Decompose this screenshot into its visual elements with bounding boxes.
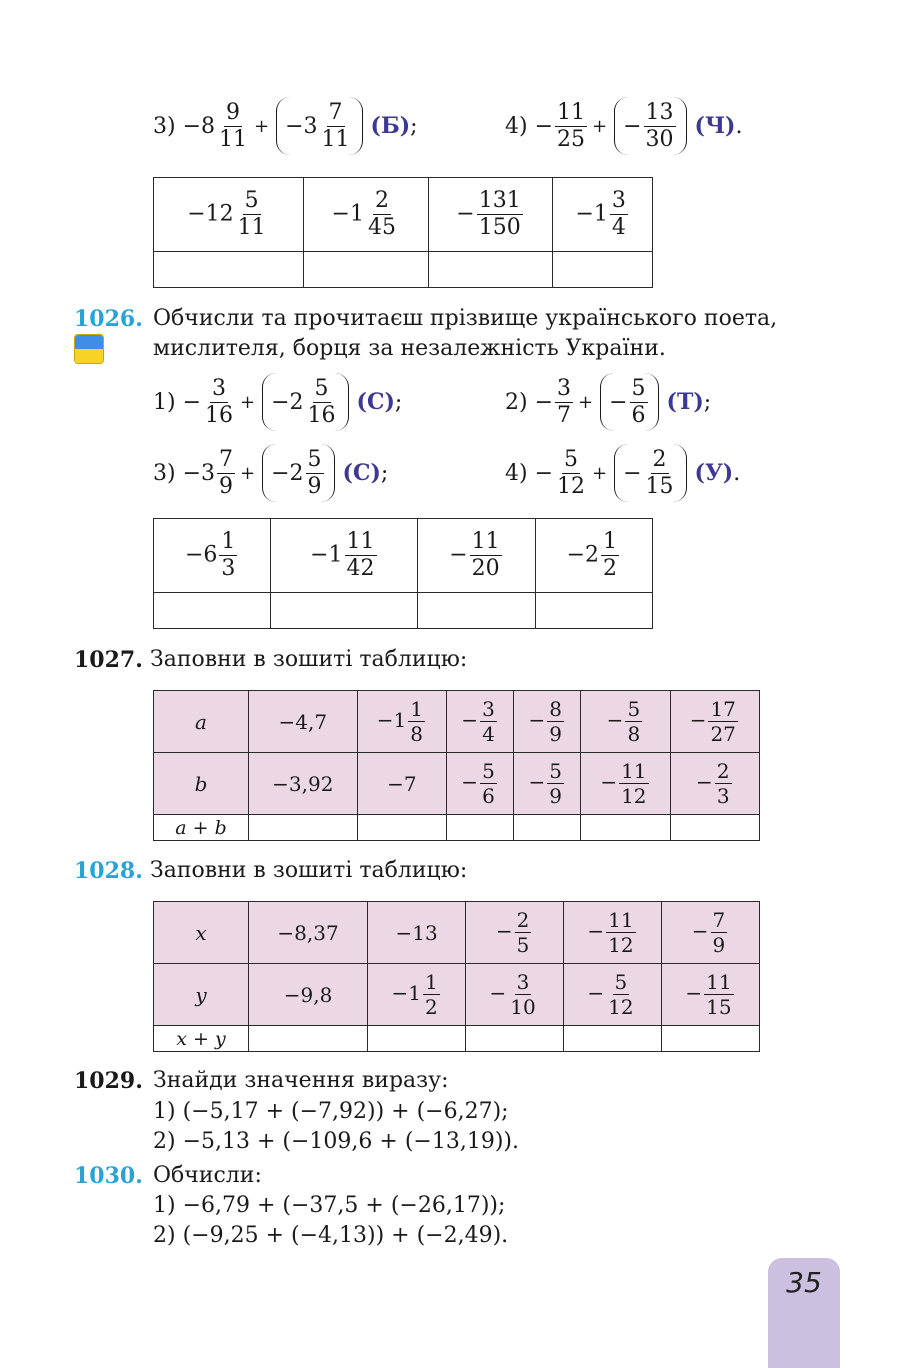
empty-cell xyxy=(154,252,304,288)
ex1029-text: Знайди значення виразу: xyxy=(153,1068,449,1093)
empty-cell xyxy=(418,593,535,629)
page-number: 35 xyxy=(786,1266,822,1299)
ex1029-number: 1029. xyxy=(74,1068,143,1094)
parenthesis-group: − $\frac{2}{15}$ xyxy=(614,444,686,502)
empty-cell xyxy=(368,1026,466,1052)
ex1026-item4: 4) − $\frac{5}{12}$ + − $\frac{2}{15}$ (У) . xyxy=(505,443,740,503)
ex1026-number: 1026. xyxy=(74,306,143,332)
empty-cell xyxy=(357,815,446,841)
ex1026-item2: 2) − $\frac{3}{7}$ + − $\frac{5}{6}$ (Т) ; xyxy=(505,372,711,432)
table-cell: − $\frac{5}{8}$ xyxy=(581,691,670,753)
table-cell: − $\frac{8}{9}$ xyxy=(514,691,581,753)
empty-cell xyxy=(466,1026,564,1052)
table-cell: −9,8 xyxy=(249,964,368,1026)
parenthesis-group: − $\frac{5}{6}$ xyxy=(600,373,658,431)
table-cell: −7 xyxy=(357,753,446,815)
ex1026-item1: 1) − $\frac{3}{16}$ + −2 $\frac{5}{16}$ (С) ; xyxy=(153,372,402,432)
answer-letter: (С) xyxy=(356,389,395,415)
answer-cell: − $\frac{131}{150}$ xyxy=(428,178,553,252)
answer-cell: −2 $\frac{1}{2}$ xyxy=(535,519,652,593)
answer-cell: −1 $\frac{3}{4}$ xyxy=(553,178,653,252)
parenthesis-group: − $\frac{13}{30}$ xyxy=(614,97,686,155)
table-cell: −1 $\frac{1}{2}$ xyxy=(368,964,466,1026)
empty-cell xyxy=(670,815,759,841)
parenthesis-group: −2 $\frac{5}{9}$ xyxy=(262,444,334,502)
table-cell: − $\frac{5}{12}$ xyxy=(564,964,662,1026)
ex1026-text-line2: мислителя, борця за незалежність України. xyxy=(153,336,666,361)
answer-letter: (Т) xyxy=(666,389,704,415)
empty-cell xyxy=(303,252,428,288)
table-cell: − $\frac{17}{27}$ xyxy=(670,691,759,753)
empty-cell xyxy=(564,1026,662,1052)
row-label-x: x xyxy=(154,902,249,964)
ex1028-table xyxy=(153,901,760,1052)
table-cell: − $\frac{3}{10}$ xyxy=(466,964,564,1026)
empty-cell xyxy=(535,593,652,629)
answer-cell: −6 $\frac{1}{3}$ xyxy=(154,519,271,593)
table-cell: − $\frac{2}{5}$ xyxy=(466,902,564,964)
ex1027-number: 1027. xyxy=(74,647,143,673)
row-label-a: a xyxy=(154,691,249,753)
parenthesis-group: −2 $\frac{5}{16}$ xyxy=(262,373,348,431)
row-label-sum: x + y xyxy=(154,1026,249,1052)
answer-cell: − $\frac{11}{20}$ xyxy=(418,519,535,593)
table-cell: −1 $\frac{1}{8}$ xyxy=(357,691,446,753)
ex1025-item4: 4) − $\frac{11}{25}$ + − $\frac{13}{30}$ (Ч) . xyxy=(505,96,742,156)
page-number-tab xyxy=(768,1258,840,1368)
empty-cell xyxy=(581,815,670,841)
row-label-sum: a + b xyxy=(154,815,249,841)
answer-letter: (Ч) xyxy=(694,113,736,139)
table-cell: − $\frac{5}{9}$ xyxy=(514,753,581,815)
table-cell: − $\frac{5}{6}$ xyxy=(446,753,513,815)
row-label-y: y xyxy=(154,964,249,1026)
answer-cell: −12 $\frac{5}{11}$ xyxy=(154,178,304,252)
row-label-b: b xyxy=(154,753,249,815)
table-cell: −13 xyxy=(368,902,466,964)
ex1030-line1: 1) −6,79 + (−37,5 + (−26,17)); xyxy=(153,1193,506,1218)
ex1028-text: Заповни в зошиті таблицю: xyxy=(150,858,468,883)
table-cell: −8,37 xyxy=(249,902,368,964)
table-cell: − $\frac{11}{15}$ xyxy=(662,964,760,1026)
empty-cell xyxy=(662,1026,760,1052)
ex1029-line1: 1) (−5,17 + (−7,92)) + (−6,27); xyxy=(153,1099,509,1124)
parenthesis-group: −3 $\frac{7}{11}$ xyxy=(276,97,362,155)
table-cell: −3,92 xyxy=(249,753,358,815)
ex1030-line2: 2) (−9,25 + (−4,13)) + (−2,49). xyxy=(153,1223,509,1248)
ex1028-number: 1028. xyxy=(74,858,143,884)
empty-cell xyxy=(428,252,553,288)
table-cell: −4,7 xyxy=(249,691,358,753)
empty-cell xyxy=(271,593,418,629)
ex1026-text-line1: Обчисли та прочитаєш прізвище українського поета, xyxy=(153,306,778,331)
answer-cell: −1 $\frac{2}{45}$ xyxy=(303,178,428,252)
ex1030-number: 1030. xyxy=(74,1163,143,1189)
empty-cell xyxy=(154,593,271,629)
ex1026-item3: 3) −3 $\frac{7}{9}$ + −2 $\frac{5}{9}$ (С) ; xyxy=(153,443,388,503)
ex1025-answer-table xyxy=(153,177,653,288)
table-cell: − $\frac{11}{12}$ xyxy=(564,902,662,964)
empty-cell xyxy=(249,815,358,841)
ex1029-line2: 2) −5,13 + (−109,6 + (−13,19)). xyxy=(153,1129,519,1154)
empty-cell xyxy=(553,252,653,288)
answer-letter: (Б) xyxy=(370,113,411,139)
ukraine-flag-icon xyxy=(74,334,104,364)
empty-cell xyxy=(514,815,581,841)
ex1027-text: Заповни в зошиті таблицю: xyxy=(150,647,468,672)
answer-cell: −1 $\frac{11}{42}$ xyxy=(271,519,418,593)
ex1025-item3: 3) −8 $\frac{9}{11}$ + −3 $\frac{7}{11}$ (Б) ; xyxy=(153,96,418,156)
empty-cell xyxy=(249,1026,368,1052)
ex1026-answer-table xyxy=(153,518,653,629)
table-cell: − $\frac{2}{3}$ xyxy=(670,753,759,815)
ex1027-table xyxy=(153,690,760,841)
table-cell: − $\frac{7}{9}$ xyxy=(662,902,760,964)
answer-letter: (У) xyxy=(694,460,734,486)
empty-cell xyxy=(446,815,513,841)
answer-letter: (С) xyxy=(342,460,381,486)
ex1030-text: Обчисли: xyxy=(153,1163,262,1188)
table-cell: − $\frac{3}{4}$ xyxy=(446,691,513,753)
table-cell: − $\frac{11}{12}$ xyxy=(581,753,670,815)
